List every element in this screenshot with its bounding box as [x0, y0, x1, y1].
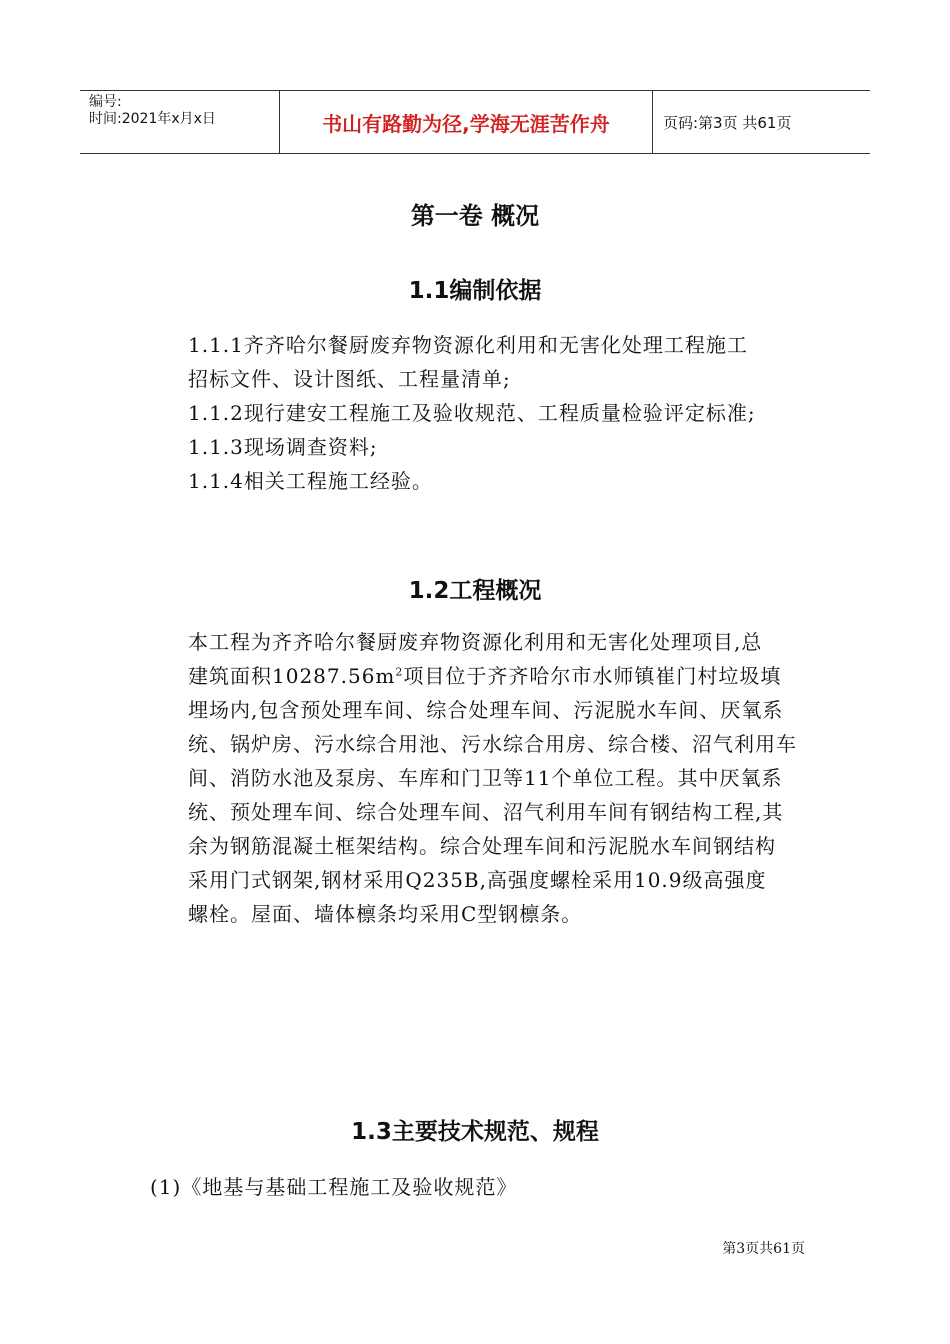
motto: 书山有路勤为径,学海无涯苦作舟 — [280, 91, 653, 153]
section-title-1-1: 1.1编制依据 — [408, 278, 542, 304]
text-line: 1.1.3现场调查资料; — [188, 435, 378, 459]
text-line: 统、锅炉房、污水综合用池、污水综合用房、综合楼、沼气利用车 — [188, 732, 797, 756]
text-line: 采用门式钢架,钢材采用Q235B,高强度螺栓采用10.9级高强度 — [188, 868, 767, 892]
section-1-1-body — [188, 328, 756, 498]
header-left-cell — [80, 91, 280, 153]
text-line: 本工程为齐齐哈尔餐厨废弃物资源化利用和无害化处理项目,总 — [188, 630, 763, 654]
section-title-1-2: 1.2工程概况 — [408, 578, 542, 604]
text-line: 招标文件、设计图纸、工程量清单; — [188, 367, 511, 391]
serial-number-label: 编号: — [89, 94, 122, 110]
date-label: 时间:2021年x月x日 — [89, 111, 216, 127]
standards-item-1: (1)《地基与基础工程施工及验收规范》 — [150, 1175, 518, 1199]
text-line: 间、消防水池及泵房、车库和门卫等11个单位工程。其中厌氧系 — [188, 766, 783, 790]
superscript: 2 — [395, 665, 404, 679]
text-line — [188, 659, 797, 693]
header-page-info: 页码:第3页 共61页 — [663, 113, 792, 132]
text-line: 螺栓。屋面、墙体檩条均采用C型钢檩条。 — [188, 902, 583, 926]
page-footer: 第3页共61页 — [722, 1241, 805, 1257]
section-1-2-body — [188, 625, 797, 931]
location-text: 项目位于齐齐哈尔市水师镇崔门村垃圾填 — [403, 664, 782, 688]
text-line: 埋场内,包含预处理车间、综合处理车间、污泥脱水车间、厌氧系 — [188, 698, 784, 722]
text-line: 1.1.2现行建安工程施工及验收规范、工程质量检验评定标准; — [188, 401, 756, 425]
text-line: 余为钢筋混凝土框架结构。综合处理车间和污泥脱水车间钢结构 — [188, 834, 776, 858]
section-title-1-3: 1.3主要技术规范、规程 — [351, 1119, 599, 1145]
chapter-title: 第一卷 概况 — [410, 202, 540, 230]
area-text: 建筑面积10287.56m — [188, 664, 396, 688]
page-header — [80, 90, 870, 154]
text-line: 1.1.1齐齐哈尔餐厨废弃物资源化利用和无害化处理工程施工 — [188, 333, 748, 357]
text-line: 1.1.4相关工程施工经验。 — [188, 469, 433, 493]
text-line: 统、预处理车间、综合处理车间、沼气利用车间有钢结构工程,其 — [188, 800, 784, 824]
